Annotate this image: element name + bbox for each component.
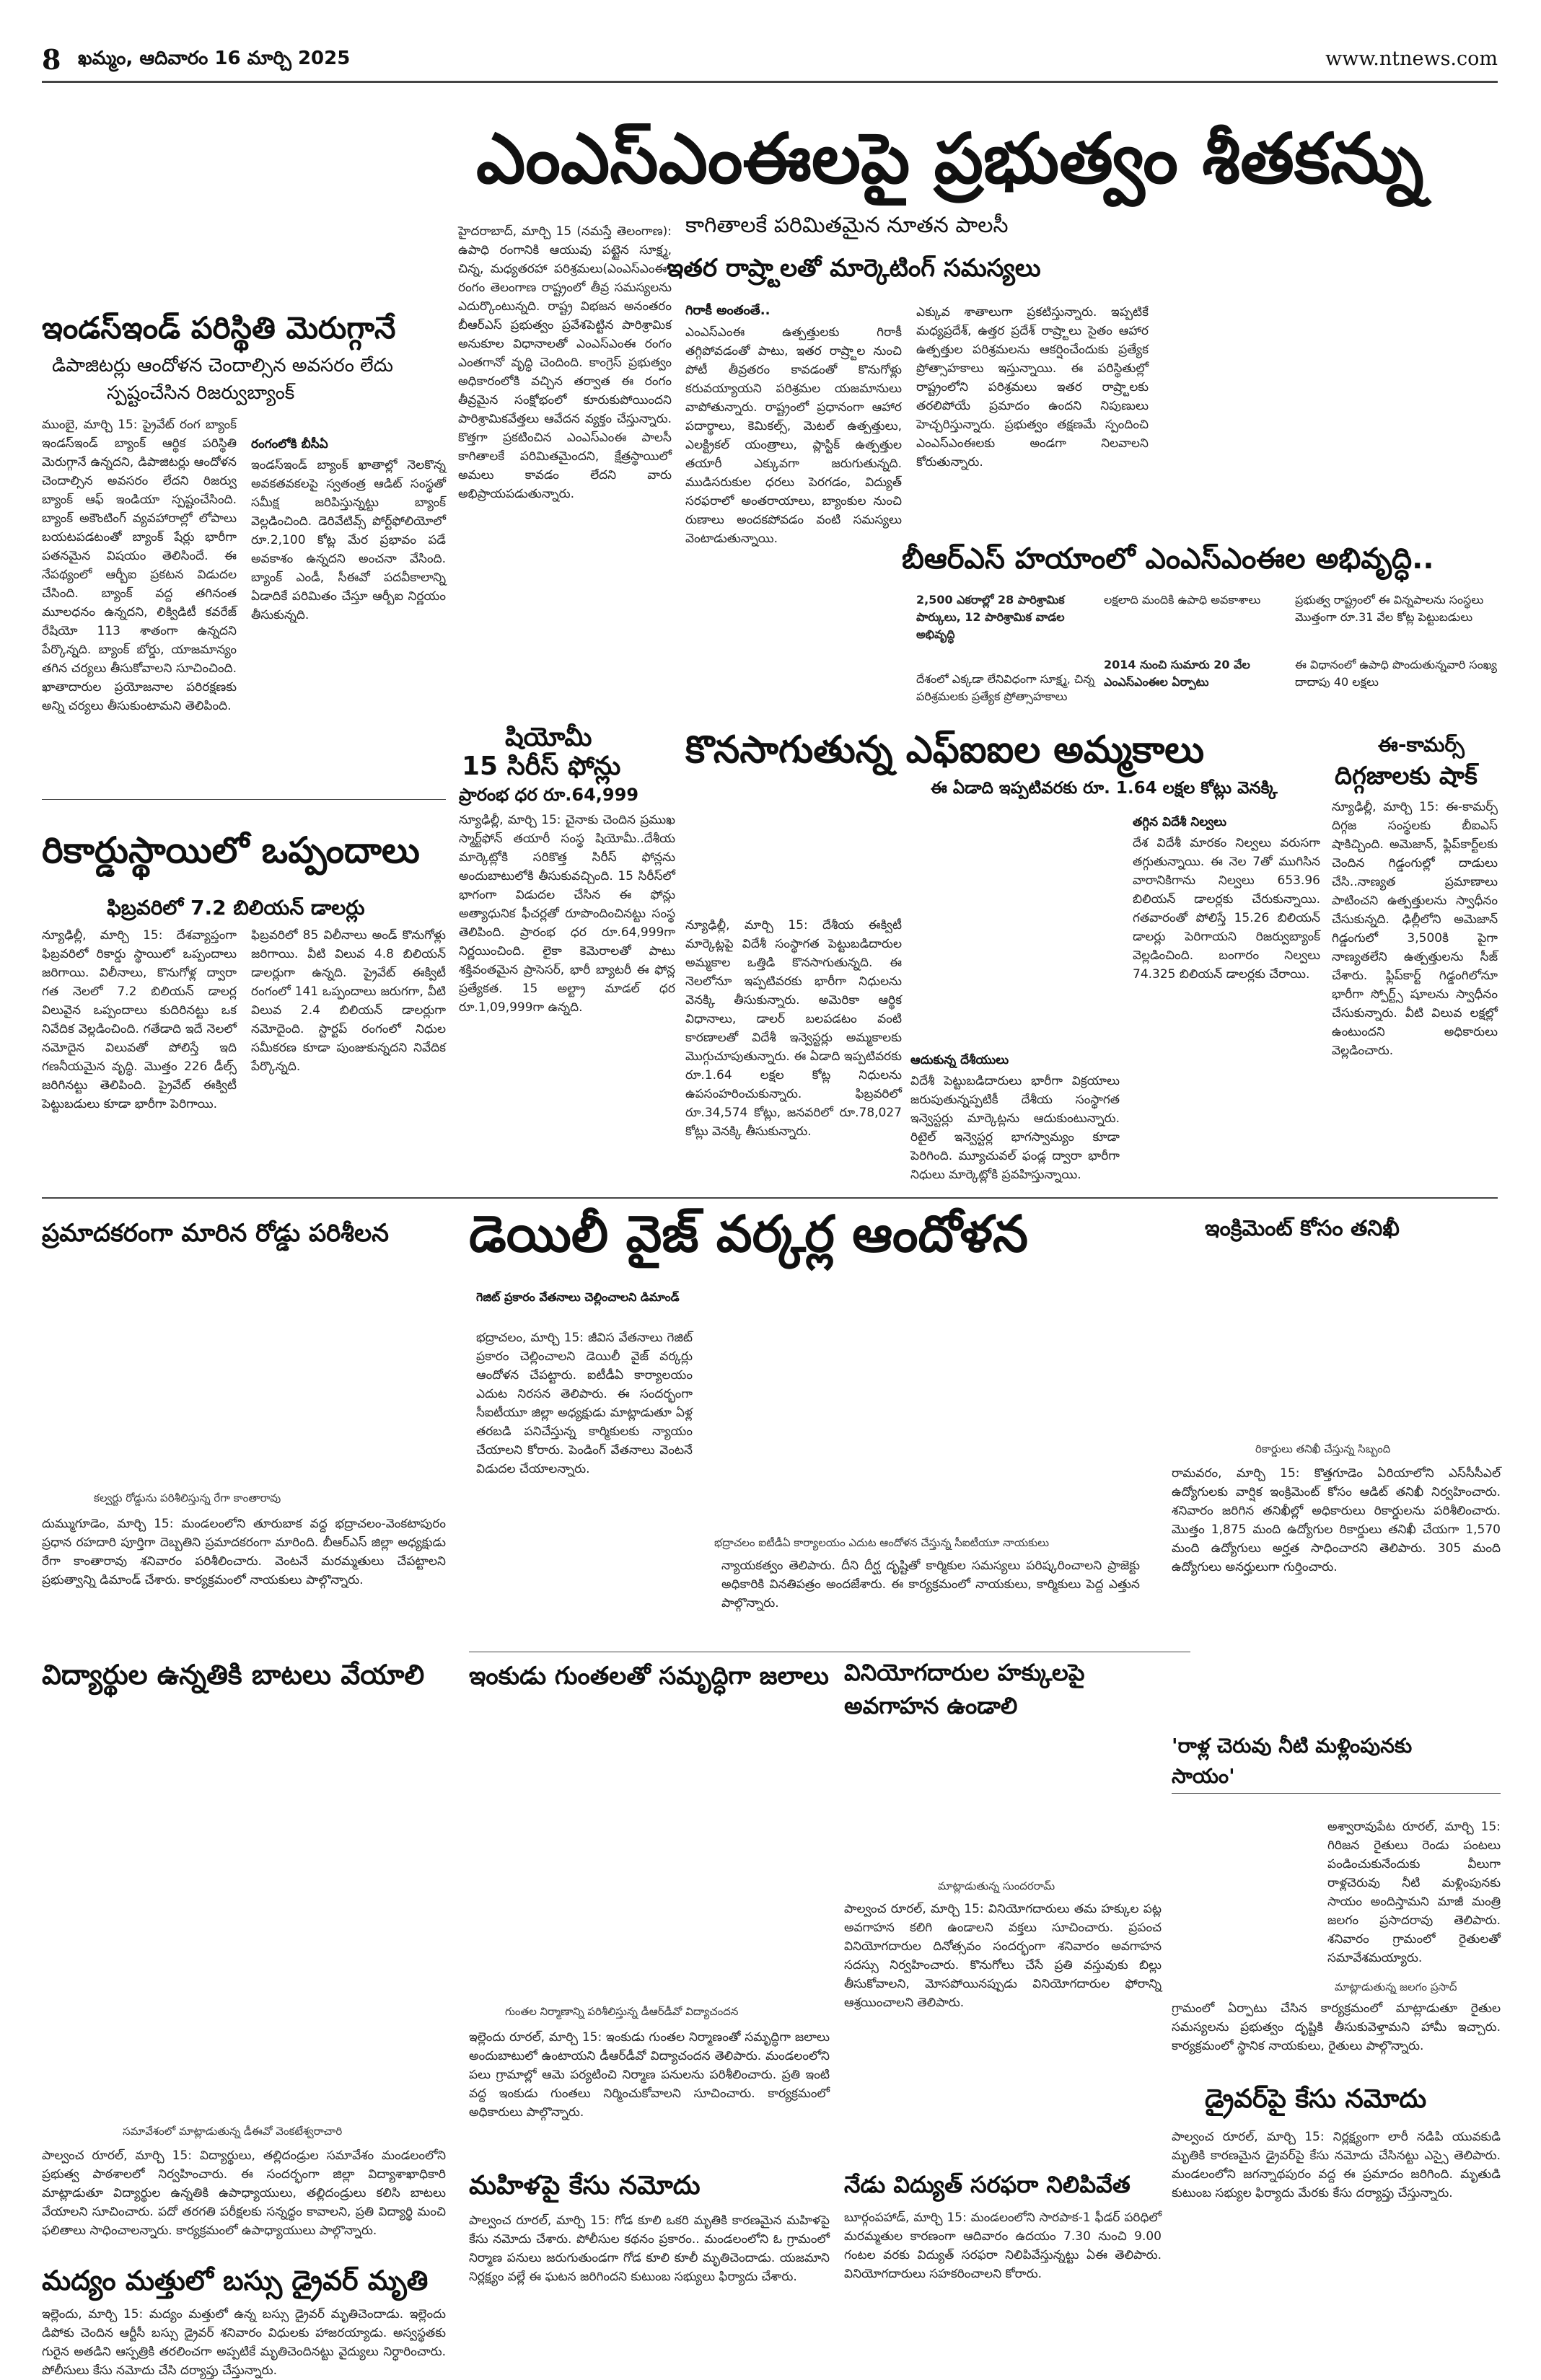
xiaomi-headline-1: షియోమీ [505,723,592,752]
daily-photo [707,1288,1140,1533]
lead-deck-1: కాగితాలకే పరిమితమైన నూతన పాలసీ [685,213,1009,238]
xiaomi-headline-2: 15 సిరీస్ ఫోన్లు [462,752,621,781]
rallavagu-body-2: గ్రామంలో ఏర్పాటు చేసిన కార్యక్రమంలో మాట్లాడుతూ రైతుల సమస్యలను ప్రభుత్వం దృష్టికి తీసుకువెళ్తామని హామీ ఇచ్చారు. కార్యక్రమంలో స్థానిక నాయకులు, రైతులు పాల్గొన్నారు. [1172,2001,1501,2053]
lead-photo [1162,303,1501,526]
fpi-deck: ఈ ఏడాది ఇప్పటివరకు రూ. 1.64 లక్షల కోట్లు వెనక్కి [931,779,1278,798]
brs-bullet-2: దేశంలో ఎక్కడా లేనివిధంగా సూక్ష్మ, చిన్న పరిశ్రమలకు ప్రత్యేక ప్రోత్సాహకాలు [916,672,1095,703]
sanitation-caption: సమావేశంలో మాట్లాడుతున్న డీఈవో వెంకటేశ్వరాచారి [123,2125,343,2138]
brs-headline: బీఆర్ఎస్ హయాంలో ఎంఎస్ఎంఈల అభివృద్ధి.. [902,542,1434,576]
fpi-body-3: దేశ విదేశీ మారకం నిల్వలు వరుసగా తగ్గుతున్నాయి. ఈ నెల 7తో ముగిసిన వారానికిగాను నిల్వలు 653.96 బిలియన్ డాలర్లకు చేరుకున్నాయి. గతవారంతో పోలిస్తే 15.26 బిలియన్ డాలర్లు పెరిగాయని రిజర్వుబ్యాంక్ వెల్లడించింది. బంగారం నిల్వలు 74.325 బిలియన్ డాలర్లకు చేరాయి. [1133,836,1320,982]
lead-deck-2: ఇతర రాష్ర్టాలతో మార్కెటింగ్ సమస్యలు [667,254,1041,283]
records-headline: రికార్డుస్థాయిలో ఒప్పందాలు [42,829,420,871]
xiaomi-body: న్యూఢిల్లీ, మార్చి 15: చైనాకు చెందిన ప్రముఖ స్మార్ట్‌ఫోన్ తయారీ సంస్థ షియోమీ..దేశీయ మార్కెట్లోకి సరికొత్త సిరీస్ ఫోన్లను అందుబాటులోకి తీసుకువచ్చింది. 15 సిరీస్‌లో భాగంగా విడుదల చేసిన ఈ ఫోన్లు అత్యాధునిక ఫీచర్లతో రూపొందించినట్టు సంస్థ తెలిపింది. ప్రారంభ ధర రూ.64,999గా నిర్ణయించింది. లైకా కెమెరాలతో పాటు శక్తివంతమైన ప్రాసెసర్, భారీ బ్యాటరీ ఈ ఫోన్ల ప్రత్యేకత. 15 అల్ట్రా మాడల్ ధర రూ.1,09,999గా ఉన్నది. [459,813,675,1015]
road-headline: ప్రమాదకరంగా మారిన రోడ్డు పరిశీలన [42,1219,389,1248]
students-photo [42,1702,446,1940]
section-rule [42,1197,1498,1199]
water-body: ఇల్లెందు రూరల్, మార్చి 15: ఇంకుడు గుంతల నిర్మాణంతో సమృద్ధిగా జలాలు అందుబాటులో ఉంటాయని డీఆర్‌డీవో విద్యాచందన తెలిపారు. మండలంలోని పలు గ్రామాల్లో ఆమె పర్యటించి నిర్మాణ పనులను పరిశీలించారు. ప్రతి ఇంటి వద్ద ఇంకుడు గుంతలు నిర్మించుకోవాలని సూచించారు. కార్యక్రమంలో అధికారులు పాల్గొన్నారు. [469,2030,830,2120]
woman-body: పాల్వంచ రూరల్, మార్చి 15: గోడ కూలి ఒకరి మృతికి కారణమైన మహిళపై కేసు నమోదు చేశారు. పోలీసుల కథనం ప్రకారం.. మండలంలోని ఓ గ్రామంలో నిర్మాణ పనులు జరుగుతుండగా గోడ కూలి కూలీ మృతిచెందాడు. యజమాని నిర్లక్ష్యం వల్లే ఈ ఘటన జరిగిందని కుటుంబ సభ్యులు ఫిర్యాదు చేశారు. [469,2213,830,2284]
woman-headline: మహిళపై కేసు నమోదు [469,2171,701,2200]
indusind-deck-1: డిపాజిటర్లు ఆందోళన చెందాల్సిన అవసరం లేదు [52,355,393,376]
sanitation-body: పాల్వంచ రూరల్, మార్చి 15: విద్యార్థులు, తల్లిదండ్రుల సమావేశం మండలంలోని ప్రభుత్వ పాఠశాలలో నిర్వహించారు. ఈ సందర్భంగా జిల్లా విద్యాశాఖాధికారి మాట్లాడుతూ విద్యార్థుల ఉన్నతికి ఉపాధ్యాయులు, తల్లిదండ్రులు కలిసి బాటలు వేయాలని సూచించారు. పదో తరగతి పరీక్షలకు సన్నద్ధం కావాలని, ప్రతి విద్యార్థి మంచి ఫలితాలు సాధించాలన్నారు. కార్యక్రమంలో ఉపాధ్యాయులు పాల్గొన్నారు. [42,2148,446,2238]
road-photo [42,1262,446,1486]
driver-case-headline: డ్రైవర్‌పై కేసు నమోదు [1205,2084,1427,2114]
ecommerce-kicker: ఈ-కామర్స్ [1378,733,1465,757]
increment-headline: ఇంక్రిమెంట్ కోసం తనిఖీ [1205,1216,1400,1241]
rallavagu-body: అశ్వారావుపేట రూరల్, మార్చి 15: గిరిజన రైతులు రెండు పంటలు పండించుకునేందుకు వీలుగా రాళ్లచెరువు నీటి మళ్లింపునకు సాయం అందిస్తామని మాజీ మంత్రి జలగం ప్రసాదరావు తెలిపారు. శనివారం గ్రామంలో రైతులతో సమావేశమయ్యారు. [1327,1820,1501,1965]
indusind-body-2: ఇండస్ఇండ్ బ్యాంక్ ఖాతాల్లో నెలకొన్న అవకతవకలపై స్వతంత్ర ఆడిట్ సంస్థతో సమీక్ష జరిపిస్తున్నట్టు బ్యాంక్ వెల్లడించింది. డెరివేటివ్స్ పోర్ట్‌ఫోలియోలో రూ.2,100 కోట్ల మేర ప్రభావం పడే అవకాశం ఉన్నదని అంచనా వేసింది. బ్యాంక్ ఎండీ, సీఈవో పదవీకాలాన్ని ఏడాదికే పరిమితం చేస్తూ ఆర్బీఐ నిర్ణయం తీసుకున్నది. [251,458,446,622]
daily-body-2: న్యాయకత్వం తెలిపారు. దీని దీర్ఘ దృష్టితో కార్మికుల సమస్యలు పరిష్కరించాలని ప్రాజెక్టు అధికారికి వినతిపత్రం అందజేశారు. ఈ కార్యక్రమంలో నాయకులు, కార్మికులు పెద్ద ఎత్తున పాల్గొన్నారు. [721,1559,1140,1610]
increment-caption: రికార్డులు తనిఖీ చేస్తున్న సిబ్బంది [1255,1442,1391,1455]
rallavagu-headline-2: సాయం' [1172,1764,1235,1788]
consumer-headline-2: అవగాహన ఉండాలి [844,1692,1018,1719]
fpi-subhead: ఆదుకున్న దేశీయులు [910,1053,1009,1067]
xiaomi-deck: ప్రారంభ ధర రూ.64,999 [459,785,639,805]
sanitation-photo [42,1947,446,2120]
lead-headline: ఎంఎస్ఎంఈలపై ప్రభుత్వం శీతకన్ను [476,118,1424,199]
dateline: ఖమ్మం, ఆదివారం 16 మార్చి 2025 [78,48,351,69]
daily-headline: డెయిలీ వైజ్ వర్కర్ల ఆందోళన [469,1204,1029,1264]
fpi-body: న్యూఢిల్లీ, మార్చి 15: దేశీయ ఈక్విటీ మార్కెట్లపై విదేశీ సంస్థాగత పెట్టుబడిదారుల అమ్మకాల ఒత్తిడి కొనసాగుతున్నది. ఈ నెలలోనూ ఇప్పటివరకు భారీగా నిధులను వెనక్కి తీసుకున్నారు. అమెరికా ఆర్థిక విధానాలు, డాలర్ బలపడటం వంటి కారణాలతో విదేశీ ఇన్వెస్టర్లు అమ్మకాలకు మొగ్గుచూపుతున్నారు. ఈ ఏడాది ఇప్పటివరకు రూ.1.64 లక్షల కోట్ల నిధులను ఉపసంహరించుకున్నారు. ఫిబ్రవరిలో రూ.34,574 కోట్లు, జనవరిలో రూ.78,027 కోట్లు వెనక్కి తీసుకున్నారు. [685,918,902,1139]
water-photo [469,1738,830,1998]
consumer-caption: మాట్లాడుతున్న సుందరరామ్ [938,1879,1055,1892]
indusind-deck-2: స్పష్టంచేసిన రిజర్వుబ్యాంక్ [107,382,295,404]
records-body-2: ఫిబ్రవరిలో 85 విలీనాలు అండ్ కొనుగోళ్లు జరిగాయి. వీటి విలువ 4.8 బిలియన్ డాలర్లుగా ఉన్నది. ప్రైవేట్ ఈక్విటీ రంగంలో 141 ఒప్పందాలు జరుగగా, వీటి విలువ 2.4 బిలియన్ డాలర్లుగా నమోదైంది. స్టార్టప్ రంగంలో నిధుల సమీకరణ కూడా పుంజుకున్నదని నివేదిక పేర్కొన్నది. [251,928,446,1074]
lead-subhead: గిరాకీ అంతంతే.. [685,303,770,318]
records-deck: ఫిబ్రవరిలో 7.2 బిలియన్ డాలర్లు [107,896,365,920]
increment-body: రామవరం, మార్చి 15: కొత్తగూడెం ఏరియాలోని ఎస్‌సీసీఎల్ ఉద్యోగులకు వార్షిక ఇంక్రిమెంట్ కోసం ఆడిట్ తనిఖీ నిర్వహించారు. శనివారం జరిగిన తనిఖీల్లో అధికారులు రికార్డులను పరిశీలించారు. మొత్తం 1,875 మంది ఉద్యోగుల రికార్డులు తనిఖీ చేయగా 1,570 మంది ఉద్యోగులు అర్హత సాధించారని తెలిపారు. 305 మంది ఉద్యోగులు అనర్హులుగా గుర్తించారు. [1172,1466,1501,1574]
ecommerce-body: న్యూఢిల్లీ, మార్చి 15: ఈ-కామర్స్ దిగ్గజ సంస్థలకు బీఐఎస్ షాకిచ్చింది. అమెజాన్, ఫ్లిప్‌కార్ట్‌లకు చెందిన గిడ్డంగుల్లో దాడులు చేసి..నాణ్యత ప్రమాణాలు పాటించని ఉత్పత్తులను స్వాధీనం చేసుకున్నది. ఢిల్లీలోని అమెజాన్ గిడ్డంగులో 3,500కి పైగా నాణ్యతలేని ఉత్పత్తులను సీజ్ చేశారు. ఫ్లిప్‌కార్ట్ గిడ్డంగిలోనూ భారీగా స్పోర్ట్స్ షూలను స్వాధీనం చేసుకున్నారు. వీటి విలువ లక్షల్లో ఉంటుందని అధికారులు వెల్లడించారు. [1332,800,1498,1058]
consumer-body: పాల్వంచ రూరల్, మార్చి 15: వినియోగదారులు తమ హక్కుల పట్ల అవగాహన కలిగి ఉండాలని వక్తలు సూచించారు. ప్రపంచ వినియోగదారుల దినోత్సవం సందర్భంగా శనివారం అవగాహన సదస్సు నిర్వహించారు. కొనుగోలు చేసే ప్రతి వస్తువుకు బిల్లు తీసుకోవాలని, మోసపోయినప్పుడు వినియోగదారుల ఫోరాన్ని ఆశ్రయించాలని తెలిపారు. [844,1902,1162,2010]
site-url[interactable]: www.ntnews.com [1325,48,1498,70]
consumer-photo [844,1738,1162,1875]
indusind-subhead: రంగంలోకి బీసీఏ [251,437,328,451]
fpi-photo [685,808,902,916]
water-caption: గుంతల నిర్మాణాన్ని పరిశీలిస్తున్న డీఆర్‌డీవో విద్యాచందన [505,2005,739,2018]
consumer-headline-1: వినియోగదారుల హక్కులపై [844,1659,1085,1686]
road-body: దుమ్ముగూడెం, మార్చి 15: మండలంలోని తూరుబాక వద్ద భద్రాచలం-వెంకటాపురం ప్రధాన రహదారి పూర్తిగా దెబ్బతిని ప్రమాదకరంగా మారింది. బీఆర్ఎస్ జిల్లా అధ్యక్షుడు రేగా కాంతారావు శనివారం పరిశీలించారు. వెంటనే మరమ్మతులు చేపట్టాలని ప్రభుత్వాన్ని డిమాండ్ చేశారు. కార్యక్రమంలో నాయకులు పాల్గొన్నారు. [42,1517,446,1587]
brs-bullet-3: లక్షలాది మందికి ఉపాధి అవకాశాలు [1104,593,1261,607]
lead-column-1: హైదరాబాద్, మార్చి 15 (నమస్తే తెలంగాణ): ఉపాధి రంగానికి ఆయువు పట్టైన సూక్ష్మ, చిన్న, మధ్యతరహా పరిశ్రమలు(ఎంఎస్ఎంఈ) రంగం తెలంగాణ రాష్ట్రంలో తీవ్ర సమస్యలను ఎదుర్కొంటున్నది. రాష్ట్ర విభజన అనంతరం బీఆర్ఎస్ ప్రభుత్వం ప్రవేశపెట్టిన పారిశ్రామిక అనుకూల విధానాలతో ఎంఎస్ఎంఈ రంగం ఎంతగానో వృద్ధి చెందింది. కాంగ్రెస్ ప్రభుత్వం అధికారంలోకి వచ్చిన తర్వాత ఈ రంగం తీవ్రమైన సంక్షోభంలో కూరుకుపోయిందని పారిశ్రామికవేత్తలు ఆవేదన వ్యక్తం చేస్తున్నారు. కొత్తగా ప్రకటించిన ఎంఎస్ఎంఈ పాలసీ కాగితాలకే పరిమితమైందని, క్షేత్రస్థాయిలో అమలు కావడం లేదని వారు అభిప్రాయపడుతున్నారు. [458,224,672,501]
road-caption: కల్వర్టు రోడ్డును పరిశీలిస్తున్న రేగా కాంతారావు [94,1491,281,1504]
lead-column-3: ఎక్కువ శాతాలుగా ప్రకటిస్తున్నారు. ఇప్పటికే మధ్యప్రదేశ్, ఉత్తర ప్రదేశ్ రాష్ర్టాలు సైతం ఆహార ఉత్పత్తుల పరిశ్రమలను ఆకర్షించేందుకు ప్రత్యేక ప్రోత్సాహకాలు ఇస్తున్నాయి. ఈ పరిస్థితుల్లో రాష్ట్రంలోని పరిశ్రమలు ఇతర రాష్ర్టాలకు తరలిపోయే ప్రమాదం ఉందని నిపుణులు హెచ్చరిస్తున్నారు. ప్రభుత్వం తక్షణమే స్పందించి ఎంఎస్ఎంఈలకు అండగా నిలవాలని కోరుతున్నారు. [916,305,1149,470]
brs-bullet-4: 2014 నుంచి సుమారు 20 వేల ఎంఎస్ఎంఈల ఏర్పాటు [1104,658,1250,689]
driver-case-body: పాల్వంచ రూరల్, మార్చి 15: నిర్లక్ష్యంగా లారీ నడిపి యువకుడి మృతికి కారణమైన డ్రైవర్‌పై కేసు నమోదు చేసినట్టు ఎస్సై తెలిపారు. మండలంలోని జగన్నాథపురం వద్ద ఈ ప్రమాదం జరిగింది. మృతుడి కుటుంబ సభ్యుల ఫిర్యాదు మేరకు కేసు దర్యాప్తు చేస్తున్నారు. [1172,2130,1501,2200]
masthead-rule [42,81,1498,83]
indusind-headline: ఇండస్ఇండ్ పరిస్థితి మెరుగ్గానే [42,310,396,345]
fpi-subhead-2: తగ్గిన విదేశీ నిల్వలు [1133,815,1227,829]
students-headline: విద్యార్థుల ఉన్నతికి బాటలు వేయాలి [42,1659,425,1691]
fpi-headline: కొనసాగుతున్న ఎఫ్‌ఐఐల అమ్మకాలు [685,728,1205,772]
page-number: 8 [42,43,61,76]
brs-bullet-5: ప్రభుత్వ రాష్ట్రంలో ఈ విన్నపాలను సంస్థలు మొత్తంగా రూ.31 వేల కోట్ల పెట్టుబడులు [1295,593,1484,624]
records-body: న్యూఢిల్లీ, మార్చి 15: దేశవ్యాప్తంగా ఫిబ్రవరిలో రికార్డు స్థాయిలో ఒప్పందాలు జరిగాయి. విలీనాలు, కొనుగోళ్ల ద్వారా గత నెలలో 7.2 బిలియన్ డాలర్ల విలువైన ఒప్పందాలు కుదిరినట్టు ఒక నివేదిక వెల్లడించింది. గతేడాది ఇదే నెలలో నమోదైన విలువతో పోలిస్తే ఇది గణనీయమైన వృద్ధి. మొత్తం 226 డీల్స్ జరిగినట్టు తెలిపింది. ప్రైవేట్ ఈక్విటీ పెట్టుబడులు కూడా భారీగా పెరిగాయి. [42,928,237,1111]
brs-bullet-6: ఈ విధానంలో ఉపాధి పొందుతున్నవారి సంఖ్య దాదాపు 40 లక్షలు [1295,658,1497,689]
daily-caption: భద్రాచలం ఐటీడీఏ కార్యాలయం ఎదుట ఆందోళన చేస్తున్న సీఐటీయూ నాయకులు [714,1536,1050,1549]
lead-column-2: ఎంఎస్ఎంఈ ఉత్పత్తులకు గిరాకీ తగ్గిపోవడంతో పాటు, ఇతర రాష్ర్టాల నుంచి పోటీ తీవ్రతరం కావడంతో కొనుగోళ్లు కరువయ్యాయని పరిశ్రమల యజమానులు వాపోతున్నారు. రాష్ట్రంలో ప్రధానంగా ఆహార పదార్థాలు, కెమికల్స్, మెటల్ ఉత్పత్తులు, ఎలక్ట్రికల్ యంత్రాలు, ప్లాస్టిక్ ఉత్పత్తుల తయారీ ఎక్కువగా జరుగుతున్నది. ముడిసరుకుల ధరలు పెరగడం, విద్యుత్ సరఫరాలో అంతరాయాలు, బ్యాంకుల నుంచి రుణాలు అందకపోవడం వంటి సమస్యలు వెంటాడుతున్నాయి. [685,325,902,546]
increment-photo [1205,1255,1501,1435]
indusind-body: ముంబై, మార్చి 15: ప్రైవేట్ రంగ బ్యాంక్ ఇండస్ఇండ్ బ్యాంక్ ఆర్థిక పరిస్థితి మెరుగ్గానే ఉన్నదని, డిపాజిటర్లు ఆందోళన చెందాల్సిన అవసరం లేదని రిజర్వు బ్యాంక్ ఆఫ్ ఇండియా స్పష్టంచేసింది. బ్యాంక్ అకౌంటింగ్ వ్యవహారాల్లో లోపాలు బయటపడటంతో బ్యాంక్ షేర్లు భారీగా పతనమైన విషయం తెలిసిందే. ఈ నేపథ్యంలో ఆర్బీఐ ప్రకటన విడుదల చేసింది. బ్యాంక్ వద్ద తగినంత మూలధనం ఉన్నదని, లిక్విడిటీ కవరేజ్ రేషియో 113 శాతంగా ఉన్నదని పేర్కొన్నది. బ్యాంక్ బోర్డు, యాజమాన్యం తగిన చర్యలు తీసుకోవాలని సూచించింది. ఖాతాదారుల ప్రయోజనాల పరిరక్షణకు అన్ని చర్యలు తీసుకుంటామని తెలిపింది. [42,418,237,713]
rallavagu-rule [1172,1793,1501,1794]
daily-body: భద్రాచలం, మార్చి 15: జీవిస వేతనాలు గెజిట్ ప్రకారం చెల్లించాలని డెయిలీ వైజ్ వర్కర్లు ఆందోళన చేపట్టారు. ఐటీడీఏ కార్యాలయం ఎదుట నిరసన తెలిపారు. ఈ సందర్భంగా సీఐటీయూ జిల్లా అధ్యక్షుడు మాట్లాడుతూ ఏళ్ల తరబడి పనిచేస్తున్న కార్మికులకు న్యాయం చేయాలని కోరారు. పెండింగ్ వేతనాలు వెంటనే విడుదల చేయాలన్నారు. [476,1331,693,1476]
rallavagu-caption: మాట్లాడుతున్న జలగం ప్రసాద్ [1335,1980,1457,1993]
bus-body: ఇల్లెందు, మార్చి 15: మద్యం మత్తులో ఉన్న బస్సు డ్రైవర్ మృతిచెందాడు. ఇల్లెందు డిపోకు చెందిన ఆర్టీసీ బస్సు డ్రైవర్ శనివారం విధులకు హాజరయ్యాడు. అస్వస్థతకు గురైన అతడిని ఆస్పత్రికి తరలించగా అప్పటికే మృతిచెందినట్టు వైద్యులు నిర్ధారించారు. పోలీసులు కేసు నమోదు చేసి దర్యాప్తు చేస్తున్నారు. [42,2307,446,2378]
power-headline: నేడు విద్యుత్ సరఫరా నిలిపివేత [844,2171,1130,2198]
ecommerce-headline: దిగ్గజాలకు షాక్ [1335,762,1478,790]
records-top-rule [42,799,446,800]
ganga-headline: ఇంకుడు గుంతలతో సమృద్ధిగా జలాలు [469,1662,829,1691]
rallavagu-photo [1172,1800,1316,1952]
rallavagu-headline-1: 'రాళ్ల చెరువు నీటి మళ్లింపునకు [1172,1734,1413,1758]
bus-headline-visible: మద్యం మత్తులో బస్సు డ్రైవర్ మృతి [42,2265,429,2296]
daily-bullet: గెజిట్ ప్రకారం వేతనాలు చెల్లించాలని డిమాండ్ [476,1290,680,1304]
brs-bullet-1: 2,500 ఎకరాల్లో 28 పారిశ్రామిక పార్కులు, 12 పారిశ్రామిక వాడల అభివృద్ధి [916,593,1065,641]
power-body: బూర్గంపహాడ్, మార్చి 15: మండలంలోని సారపాక-1 ఫీడర్ పరిధిలో మరమ్మతుల కారణంగా ఆదివారం ఉదయం 7.30 నుంచి 9.00 గంటల వరకు విద్యుత్ సరఫరా నిలిపివేస్తున్నట్టు ఏఈ తెలిపారు. వినియోగదారులు సహకరించాలని కోరారు. [844,2211,1162,2281]
fpi-body-2: విదేశీ పెట్టుబడిదారులు భారీగా విక్రయాలు జరుపుతున్నప్పటికీ దేశీయ సంస్థాగత ఇన్వెస్టర్లు మార్కెట్లను ఆదుకుంటున్నారు. రిటైల్ ఇన్వెస్టర్ల భాగస్వామ్యం కూడా పెరిగింది. మ్యూచువల్ ఫండ్ల ద్వారా భారీగా నిధులు మార్కెట్లోకి ప్రవహిస్తున్నాయి. [910,1074,1120,1182]
